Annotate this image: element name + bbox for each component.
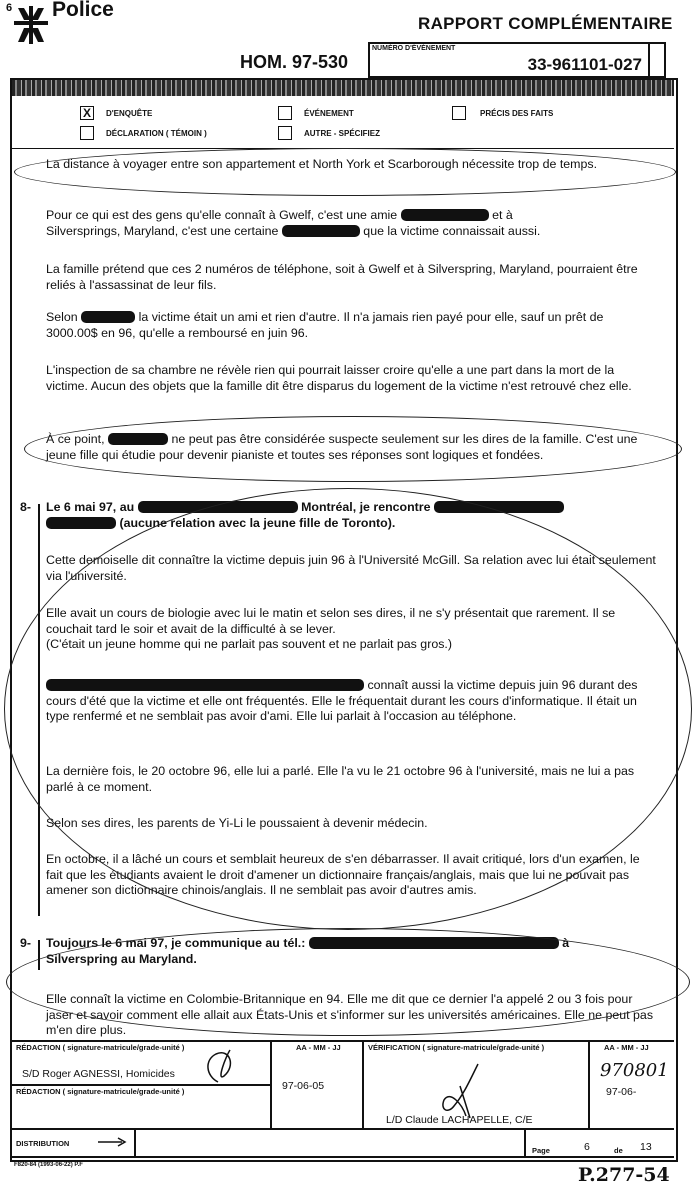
checkbox-label-enquete: D'ENQUÊTE xyxy=(106,109,153,118)
form-code: F820-84 (1993-06-22) P.F xyxy=(14,1162,83,1168)
form-number: 6 xyxy=(6,2,13,14)
verification-date: 97-06- xyxy=(606,1086,637,1098)
redaction xyxy=(46,517,116,529)
text-segment: Silverspring au Maryland. xyxy=(46,951,197,966)
verification-label: VÉRIFICATION ( signature-matricule/grade-unité ) xyxy=(368,1043,545,1052)
checkbox-enquete[interactable]: X xyxy=(80,106,94,120)
text-segment: Pour ce qui est des gens qu'elle connaît à Gwelf, c'est une amie xyxy=(46,208,398,222)
handwritten-date: 970801 xyxy=(600,1060,669,1081)
text-segment: la victime était un ami et rien d'autre. Il n'a jamais rien payé pour elle, sauf un prêt de 3000.00$ en 96, qu'elle a remboursé en juin 96. xyxy=(46,310,604,340)
police-logo-icon xyxy=(14,6,48,44)
text-segment: (C'était un jeune homme qui ne parlait pas souvent et ne parlait pas gros.) xyxy=(46,637,452,651)
page-total: 13 xyxy=(640,1141,652,1153)
event-number-box xyxy=(368,42,650,78)
paragraph-selon xyxy=(46,310,656,341)
of-label: de xyxy=(614,1146,623,1155)
redaction xyxy=(282,225,360,237)
annotation-ellipse xyxy=(14,148,676,196)
paragraph-colombie: Elle connaît la victime en Colombie-Britannique en 94. Elle me dit que ce dernier l'a appelé 2 ou 3 fois pour jaser et savoir comment elle allait aux États-Unis et s'informer sur les universités américaines. Elle ne peut pas m'en dire plus. xyxy=(46,992,654,1037)
footer-divider xyxy=(134,1130,136,1156)
footer-divider xyxy=(588,1040,590,1128)
author-signature: S/D Roger AGNESSI, Homicides xyxy=(22,1068,175,1080)
header-band xyxy=(12,80,674,96)
redaction xyxy=(81,311,135,323)
redaction-label: RÉDACTION ( signature-matricule/grade-unité ) xyxy=(16,1043,185,1052)
text-segment: (aucune relation avec la jeune fille de Toronto). xyxy=(119,515,396,530)
footer-rule xyxy=(12,1040,674,1042)
redaction-date: 97-06-05 xyxy=(282,1080,325,1092)
text-segment: ne peut pas être considérée suspecte seulement sur les dires de la famille. C'est une jeune fille qui étudie pour devenir pianiste et toutes ses réponses sont logiques et fondées. xyxy=(46,432,638,462)
paragraph-derniere-fois: La dernière fois, le 20 octobre 96, elle lui a parlé. Elle l'a vu le 21 octobre 96 à l'université, mais ne lui a pas parlé à ce moment. xyxy=(46,764,635,794)
signature-scribble-icon xyxy=(196,1046,242,1086)
date-label: AA - MM - JJ xyxy=(296,1043,341,1052)
checkbox-declaration[interactable] xyxy=(80,126,94,140)
redaction xyxy=(401,209,489,221)
paragraph-inspection: L'inspection de sa chambre ne révèle rien qui pourrait laisser croire qu'elle a une part dans la mort de la victime. Aucun des objets que la famille dit être disparus du logement de la victime n'est retrouvé chez elle. xyxy=(46,363,632,393)
footer-rule xyxy=(12,1128,674,1130)
case-reference: HOM. 97-530 xyxy=(240,52,349,72)
footer-divider xyxy=(362,1040,364,1128)
text-segment: Montréal, je rencontre xyxy=(301,500,431,514)
org-name: Police xyxy=(52,0,114,21)
text-segment: que la victime connaissait aussi. xyxy=(363,223,541,238)
text-segment: Toujours le 6 mai 97, je communique au tél.: xyxy=(46,936,306,950)
footer-rule xyxy=(12,1156,674,1158)
event-box-tail xyxy=(648,42,666,78)
paragraph-famille: La famille prétend que ces 2 numéros de téléphone, soit à Gwelf et à Silverspring, Maryland, pourraient être reliés à l'assassinat de leur fils. xyxy=(46,262,638,292)
checkbox-label-evenement: ÉVÉNEMENT xyxy=(304,109,354,118)
distribution-label: DISTRIBUTION xyxy=(16,1139,70,1148)
paragraph-distance: La distance à voyager entre son appartement et North York et Scarborough nécessite trop de temps. xyxy=(46,157,598,171)
verifier-signature: L/D Claude LACHAPELLE, C/E xyxy=(386,1114,533,1126)
event-number-label: NUMÉRO D'ÉVÉNEMENT xyxy=(372,45,456,52)
item-number-9: 9- xyxy=(20,936,32,950)
redaction-label-2: RÉDACTION ( signature-matricule/grade-unité ) xyxy=(16,1087,185,1096)
paragraph-parents: Selon ses dires, les parents de Yi-Li le poussaient à devenir médecin. xyxy=(46,816,428,830)
text-segment: et à xyxy=(492,208,513,222)
page-label: Page xyxy=(532,1146,550,1155)
paragraph-gwelf xyxy=(46,208,656,239)
checkbox-label-precis: PRÉCIS DES FAITS xyxy=(480,109,554,118)
text-segment: connaît aussi la victime depuis juin 96 durant des cours d'été que la victime et elle ont fréquentés. Elle le fréquentait durant les cours d'informatique. Il était un type renfermé et ne semblait pas avoir d'ami. Elle lui parlait à l'occasion au téléphone. xyxy=(46,678,638,723)
page-number: 6 xyxy=(584,1141,590,1153)
checkbox-autre[interactable] xyxy=(278,126,292,140)
paragraph-demoiselle: Cette demoiselle dit connaître la victime depuis juin 96 à l'Université McGill. Sa relation avec lui était seulement via l'université. xyxy=(46,553,656,583)
checkbox-evenement[interactable] xyxy=(278,106,292,120)
signature-scribble-icon xyxy=(430,1060,490,1120)
footer-divider xyxy=(524,1130,526,1156)
checkbox-precis[interactable] xyxy=(452,106,466,120)
text-segment: Selon xyxy=(46,310,78,324)
paragraph-octobre: En octobre, il a lâché un cours et semblait heureux de s'en débarrasser. Il avait critiqué, lors d'un examen, le fait que les étudiants avaient le droit d'amener un dictionnaire français/anglais, mais que lui ne pouvait pas amener son dictionnaire chinois/anglais. Il ne semblait pas avoir d'autres amis. xyxy=(46,852,640,897)
text-segment: Silversprings, Maryland, c'est une certaine xyxy=(46,223,279,238)
item-number-8: 8- xyxy=(20,500,32,514)
annotation-ellipse xyxy=(6,928,690,1036)
footer-divider xyxy=(270,1040,272,1128)
annotation-ellipse xyxy=(4,488,692,930)
text-segment: Elle avait un cours de biologie avec lui le matin et selon ses dires, il ne s'y présentait que rarement. Il se couchait tard le soir et avait de la difficulté à se lever. xyxy=(46,606,616,636)
text-segment: Le 6 mai 97, au xyxy=(46,500,135,514)
text-segment: À ce point, xyxy=(46,432,105,446)
checkbox-label-declaration: DÉCLARATION ( TÉMOIN ) xyxy=(106,129,207,138)
event-number: 33-961101-027 xyxy=(527,55,642,74)
arrow-right-icon xyxy=(98,1137,128,1147)
checkbox-label-autre: AUTRE - SPÉCIFIEZ xyxy=(304,129,381,138)
date-label-2: AA - MM - JJ xyxy=(604,1043,649,1052)
text-segment: à xyxy=(562,936,570,950)
exhibit-number: P.277-54 xyxy=(578,1164,670,1186)
report-title: RAPPORT COMPLÉMENTAIRE xyxy=(418,14,673,33)
annotation-ellipse xyxy=(24,416,682,482)
